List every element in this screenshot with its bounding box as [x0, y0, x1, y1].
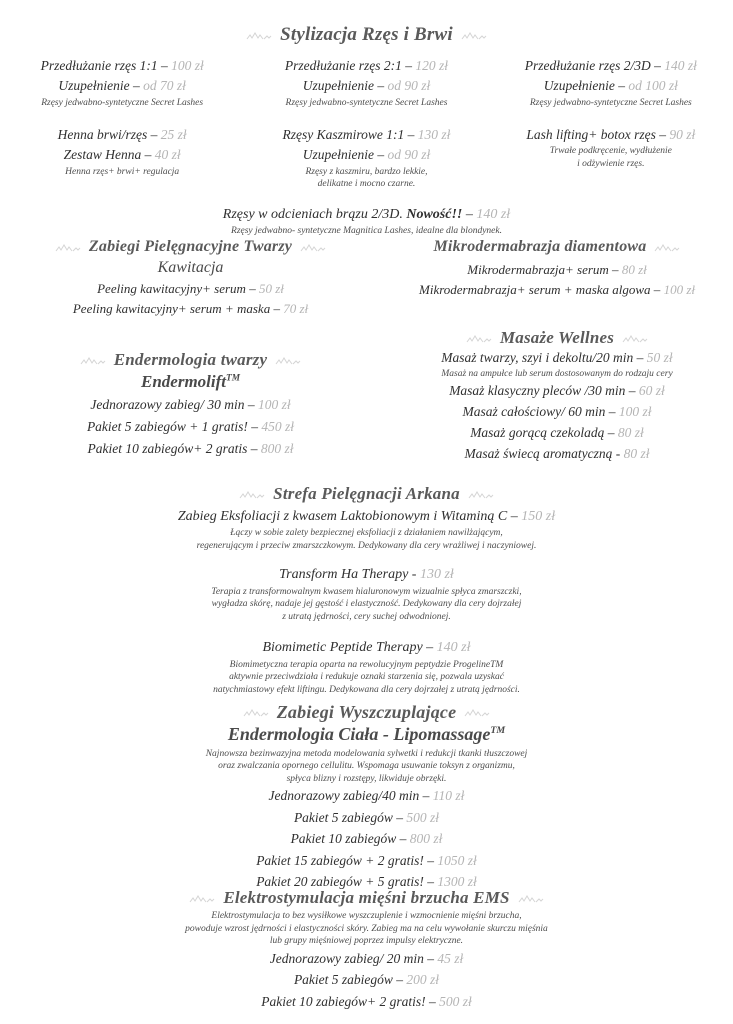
service-label: Uzupełnienie –: [543, 78, 626, 94]
price-line: [6, 125, 238, 145]
lash-footer-highlight: [0, 205, 733, 238]
service-label: Masaż świecą aromatyczną -: [464, 445, 621, 461]
service-price: od 70 zł: [143, 78, 186, 94]
price-line: [385, 260, 729, 280]
price-line: [0, 205, 733, 225]
service-label: Uzupełnienie –: [58, 78, 140, 94]
price-line: [4, 416, 377, 438]
section-title-masaze-wellnes: [385, 328, 729, 348]
lash-group: [495, 125, 727, 170]
section-description: oraz zwalczania opornego cellulitu. Wspomaga usuwanie toksyn z organizmu,: [218, 761, 515, 772]
price-line: [4, 394, 377, 416]
service-price: od 100 zł: [628, 78, 678, 94]
service-description: Masaż na ampułce lub serum dostosowanym do rodzaju cery: [441, 369, 673, 380]
section-title-text: Masaże Wellnes: [499, 328, 615, 347]
service-price: 40 zł: [154, 147, 181, 163]
service-label: Uzupełnienie –: [302, 78, 385, 94]
novelty-badge: Nowość!!: [406, 206, 463, 222]
arkana-treatment: [0, 507, 733, 552]
service-price: 150 zł: [521, 509, 556, 524]
service-description: Trwałe podkręcenie, wydłużenie: [549, 146, 672, 157]
price-line: [0, 850, 733, 872]
service-price: 100 zł: [257, 396, 291, 412]
price-line: [0, 638, 733, 658]
service-price: 60 zł: [638, 382, 665, 398]
service-price: 200 zł: [406, 972, 440, 988]
service-label-suffix: –: [462, 206, 473, 222]
service-price: 120 zł: [415, 58, 449, 73]
service-label: Henna brwi/rzęs –: [57, 127, 158, 143]
price-line: [385, 348, 729, 368]
service-label: Peeling kawitacyjny+ serum + maska –: [72, 301, 280, 317]
section-description: lub grupy mięśniowej poprzez impulsy elektryczne.: [269, 936, 464, 947]
service-label: Przedłużanie rzęs 2/3D –: [524, 58, 661, 73]
service-price: 130 zł: [419, 567, 454, 583]
price-line: [6, 145, 238, 165]
price-line: [385, 423, 729, 444]
service-price: 500 zł: [406, 809, 440, 825]
price-line: [0, 991, 733, 1013]
lash-group: [495, 56, 727, 109]
service-label: Mikrodermabrazja+ serum –: [467, 262, 619, 277]
service-label: Pakiet 5 zabiegów –: [293, 972, 404, 988]
price-line: [250, 76, 482, 96]
service-label: Masaż gorącą czekoladą –: [470, 424, 615, 440]
price-line: [385, 280, 729, 300]
service-label: Zabieg Eksfoliacji z kwasem Laktobionowym i Witaminą C –: [177, 509, 518, 524]
service-price: 800 zł: [409, 831, 443, 847]
section-title-text: Zabiegi Pielęgnacyjne Twarzy: [88, 238, 293, 255]
service-price: 800 zł: [260, 440, 294, 456]
section-title-stylizacja: [0, 24, 733, 46]
service-label: Pakiet 10 zabiegów+ 2 gratis –: [87, 440, 258, 456]
lash-column-1: [0, 56, 244, 191]
service-label: Lash lifting+ botox rzęs –: [526, 127, 666, 143]
service-label: Masaż klasyczny pleców /30 min –: [449, 382, 636, 398]
service-price: 140 zł: [436, 640, 471, 656]
ornament-right-icon: [622, 334, 648, 343]
service-price: 100 zł: [171, 58, 204, 73]
service-description: Łączy w sobie zalety bezpiecznej eksfoliacji z działaniem nawilżającym,: [230, 528, 503, 539]
service-price: 25 zł: [160, 127, 187, 143]
service-price: 70 zł: [283, 301, 309, 317]
ornament-left-icon: [246, 31, 272, 40]
lash-column-3: [489, 56, 733, 191]
price-line: [0, 948, 733, 970]
service-price: 100 zł: [618, 403, 652, 419]
service-label: Peeling kawitacyjny+ serum –: [97, 281, 256, 297]
ornament-right-icon: [468, 490, 494, 499]
price-line: [0, 807, 733, 829]
price-line: [385, 444, 729, 465]
service-label: Przedłużanie rzęs 2:1 –: [284, 58, 413, 73]
price-line: [0, 969, 733, 991]
subsection-title-endermolift: [4, 370, 377, 394]
service-price: 130 zł: [417, 127, 451, 143]
subsection-title-text: Endermologia Ciała - Lipomassage: [227, 724, 491, 744]
section-wyszczuplajace: [0, 702, 733, 893]
service-description: Rzęsy z kaszmiru, bardzo lekkie,: [305, 166, 428, 177]
price-line: [0, 785, 733, 807]
service-label: Masaż całościowy/ 60 min –: [462, 403, 616, 419]
lash-group: [6, 125, 238, 178]
price-line: [250, 56, 482, 76]
service-price: 45 zł: [437, 950, 464, 966]
price-line: [4, 299, 377, 319]
section-description: Elektrostymulacja to bez wysiłkowe wyszczuplenie i wzmocnienie mięśni brzucha,: [211, 911, 522, 921]
service-price: 140 zł: [664, 58, 697, 73]
service-price: od 90 zł: [387, 147, 431, 163]
service-price: 1050 zł: [437, 852, 477, 868]
price-line: [385, 402, 729, 423]
service-description: Rzęsy jedwabno-syntetyczne Secret Lashes: [529, 97, 692, 108]
price-line: [250, 145, 482, 165]
price-line: [495, 125, 727, 145]
service-description: regenerującym i przeciw zmarszczkowym. Dedykowany dla cery wrażliwej i naczyniowej.: [196, 540, 537, 551]
service-price: 80 zł: [623, 445, 650, 461]
trademark-symbol: TM: [226, 373, 241, 384]
price-line: [4, 279, 377, 299]
service-label: Zestaw Henna –: [63, 147, 152, 163]
ornament-left-icon: [189, 894, 215, 903]
service-price: 50 zł: [258, 281, 284, 297]
price-line: [495, 56, 727, 76]
service-label: Pakiet 15 zabiegów + 2 gratis! –: [256, 852, 435, 868]
ornament-right-icon: [654, 243, 680, 252]
service-description: Terapia z transformowalnym kwasem hialuronowym wizualnie spłyca zmarszczki,: [211, 586, 522, 597]
service-description: delikatne i mocno czarne.: [317, 179, 416, 190]
service-price: 80 zł: [621, 262, 647, 277]
ornament-right-icon: [464, 708, 490, 717]
ornament-left-icon: [80, 356, 106, 365]
section-title-text: Endermologia twarzy: [113, 350, 268, 369]
service-label: Jednorazowy zabieg/40 min –: [268, 788, 430, 804]
section-title-text: Mikrodermabrazja diamentowa: [433, 238, 647, 255]
price-line: [4, 438, 377, 460]
service-price: 500 zł: [439, 994, 472, 1010]
service-label: Pakiet 5 zabiegów + 1 gratis! –: [86, 418, 259, 434]
lash-column-2: [244, 56, 488, 191]
service-price: od 90 zł: [387, 78, 431, 94]
section-description: spłyca blizny i rozstępy, likwiduje obrzęki.: [286, 773, 447, 784]
section-title-text: Elektrostymulacja mięśni brzucha EMS: [223, 888, 510, 907]
service-label: Pakiet 10 zabiegów+ 2 gratis! –: [261, 994, 436, 1010]
service-price: 450 zł: [261, 418, 295, 434]
ornament-left-icon: [466, 334, 492, 343]
ornament-right-icon: [518, 894, 544, 903]
section-endermologia-twarzy: [0, 328, 381, 464]
section-title-text: Zabiegi Wyszczuplające: [276, 702, 457, 722]
price-line: [0, 828, 733, 850]
section-zabiegi-twarzy: [0, 238, 381, 319]
service-price: 80 zł: [617, 424, 644, 440]
lash-group: [250, 125, 482, 191]
price-line: [6, 76, 238, 96]
section-description: Najnowsza bezinwazyjna metoda modelowania sylwetki i redukcji tkanki tłuszczowej: [205, 748, 528, 759]
service-label: Biomimetic Peptide Therapy –: [262, 640, 434, 656]
service-description: i odżywienie rzęs.: [577, 158, 645, 169]
service-description: Rzęsy jedwabno-syntetyczne Secret Lashes: [285, 97, 448, 108]
ornament-left-icon: [55, 243, 81, 252]
section-face-row: [0, 238, 733, 319]
service-label: Rzęsy w odcieniach brązu 2/3D.: [222, 206, 403, 222]
service-description: aktywnie przeciwdziała i redukuje oznaki starzenia się, pozwala uzyskać: [229, 672, 504, 683]
section-title-mikrodermabrazja: [385, 238, 729, 256]
section-stylizacja: [0, 24, 733, 237]
service-description: wygładza skórę, nadaje jej gęstość i elastyczność. Dedykowany dla cery dojrzałej: [211, 599, 522, 610]
service-label: Uzupełnienie –: [302, 147, 385, 163]
service-description: z utratą jędrności, cery suchej odwodnionej.: [282, 611, 451, 622]
lash-group: [6, 56, 238, 109]
service-description: Henna rzęs+ brwi+ regulacja: [65, 166, 180, 177]
arkana-treatment: [0, 638, 733, 696]
price-line: [0, 565, 733, 585]
lash-group: [250, 56, 482, 109]
section-title-wyszczuplajace: [0, 702, 733, 723]
ornament-left-icon: [239, 490, 265, 499]
service-label: Transform Ha Therapy -: [279, 567, 417, 583]
ornament-left-icon: [243, 708, 269, 717]
section-title-arkana: [0, 484, 733, 504]
section-title-text: Stylizacja Rzęs i Brwi: [280, 24, 453, 45]
service-price: 1300 zł: [437, 874, 477, 890]
service-description: natychmiastowy efekt liftingu. Dedykowana dla cery dojrzałej z utratą jędrności.: [213, 684, 520, 695]
ornament-right-icon: [300, 243, 326, 252]
service-label: Rzęsy Kaszmirowe 1:1 –: [282, 127, 415, 143]
section-masaze-wellnes: [381, 328, 733, 464]
section-title-ems: [0, 888, 733, 908]
section-title-zabiegi-twarzy: [4, 238, 377, 256]
service-price: 110 zł: [432, 788, 465, 804]
section-endermologia-masaze-row: [0, 328, 733, 464]
service-label: Przedłużanie rzęs 1:1 –: [40, 58, 168, 73]
subsection-title-lipomassage: [0, 723, 733, 746]
arkana-treatment: [0, 565, 733, 623]
subsection-title-text: Endermolift: [140, 372, 226, 391]
service-description: Rzęsy jedwabno- syntetyczne Magnitica Lashes, idealne dla blondynek.: [231, 225, 502, 236]
price-line: [0, 507, 733, 527]
section-mikrodermabrazja: [381, 238, 733, 319]
subsection-title-kawitacja: Kawitacja: [157, 259, 224, 276]
service-label: Jednorazowy zabieg/ 20 min –: [269, 950, 434, 966]
service-price: 90 zł: [669, 127, 696, 143]
service-label: Pakiet 20 zabiegów + 5 gratis! –: [256, 874, 435, 890]
service-price: 50 zł: [646, 350, 673, 365]
price-line: [495, 76, 727, 96]
service-price: 100 zł: [663, 282, 695, 298]
service-description: Rzęsy jedwabno-syntetyczne Secret Lashes: [41, 97, 204, 108]
service-label: Masaż twarzy, szyi i dekoltu/20 min –: [441, 350, 644, 365]
service-label: Pakiet 10 zabiegów –: [290, 831, 407, 847]
service-description: Biomimetyczna terapia oparta na rewolucyjnym peptydzie ProgelineTM: [229, 659, 504, 670]
price-line: [250, 125, 482, 145]
price-line: [385, 381, 729, 402]
ornament-right-icon: [275, 356, 301, 365]
service-price: 140 zł: [476, 206, 511, 222]
section-title-text: Strefa Pielęgnacji Arkana: [273, 484, 460, 503]
price-line: [6, 56, 238, 76]
section-arkana: [0, 484, 733, 696]
service-label: Pakiet 5 zabiegów –: [293, 809, 404, 825]
service-label: Jednorazowy zabieg/ 30 min –: [90, 396, 255, 412]
section-title-endermologia-twarzy: [4, 350, 377, 370]
section-description: powoduje wzrost jędrności i elastyczności skóry. Zabieg ma na celu wywołanie skurczu mięśnia: [185, 923, 548, 934]
section-ems: [0, 888, 733, 1013]
ornament-right-icon: [461, 31, 487, 40]
service-label: Mikrodermabrazja+ serum + maska algowa –: [419, 282, 661, 298]
trademark-symbol: TM: [490, 725, 506, 736]
